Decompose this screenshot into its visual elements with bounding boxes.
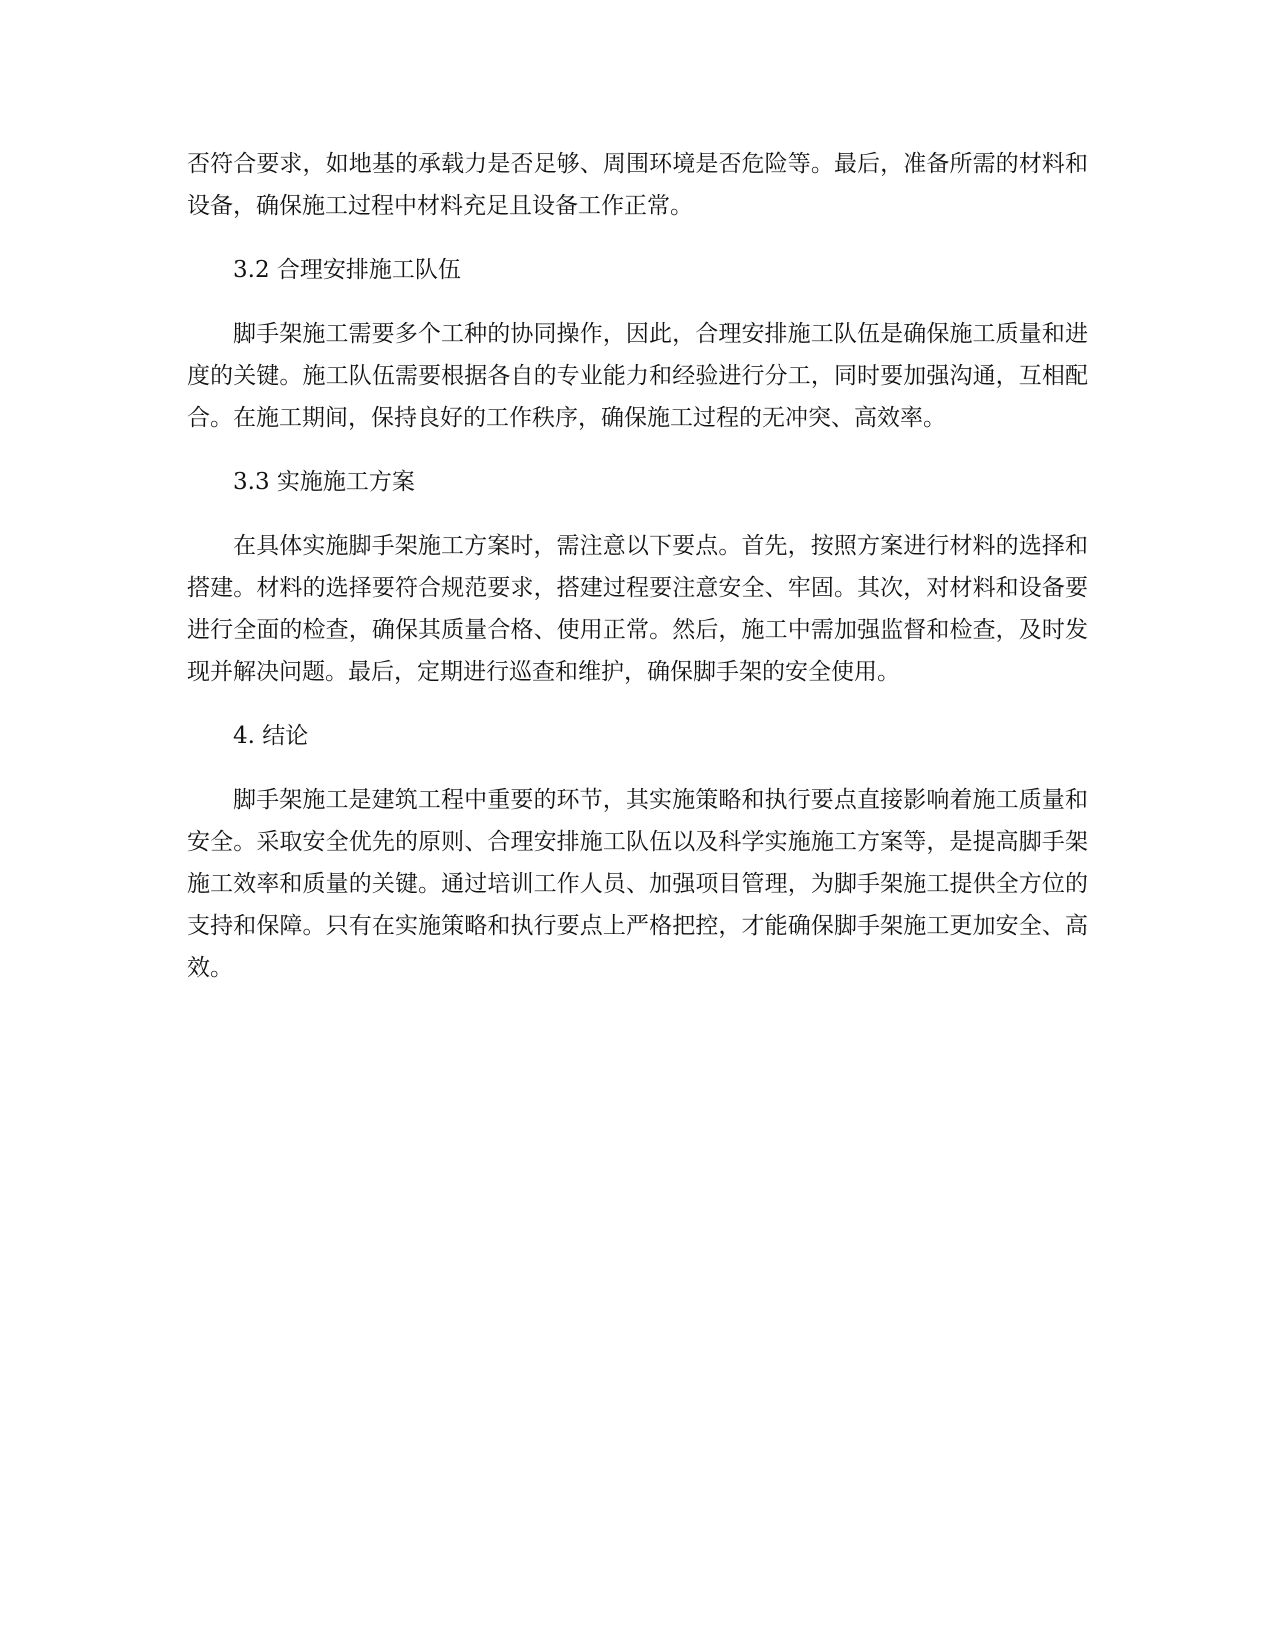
- paragraph-4: 脚手架施工是建筑工程中重要的环节，其实施策略和执行要点直接影响着施工质量和安全。采取安全优先的原则、合理安排施工队伍以及科学实施施工方案等，是提高脚手架施工效率和质量的关键。通过培训工作人员、加强项目管理，为脚手架施工提供全方位的支持和保障。只有在实施策略和执行要点上严格把控，才能确保脚手架施工更加安全、高效。: [187, 787, 1088, 981]
- section-heading-3-3: 3.3 实施施工方案: [233, 469, 415, 495]
- section-heading-3-2: 3.2 合理安排施工队伍: [233, 257, 461, 283]
- spacer: [187, 503, 1088, 525]
- spacer: [187, 757, 1088, 779]
- spacer: [187, 291, 1088, 313]
- paragraph-continued: 否符合要求，如地基的承载力是否足够、周围环境是否危险等。最后，准备所需的材料和设备，确保施工过程中材料充足且设备工作正常。: [187, 151, 1088, 219]
- spacer: [187, 439, 1088, 461]
- paragraph-3-2: 脚手架施工需要多个工种的协同操作，因此，合理安排施工队伍是确保施工质量和进度的关键。施工队伍需要根据各自的专业能力和经验进行分工，同时要加强沟通，互相配合。在施工期间，保持良好的工作秩序，确保施工过程的无冲突、高效率。: [187, 321, 1088, 431]
- paragraph-3-3: 在具体实施脚手架施工方案时，需注意以下要点。首先，按照方案进行材料的选择和搭建。材料的选择要符合规范要求，搭建过程要注意安全、牢固。其次，对材料和设备要进行全面的检查，确保其质量合格、使用正常。然后，施工中需加强监督和检查，及时发现并解决问题。最后，定期进行巡查和维护，确保脚手架的安全使用。: [187, 533, 1088, 685]
- document-page: [187, 143, 1088, 989]
- section-heading-4: 4. 结论: [233, 723, 309, 749]
- spacer: [187, 693, 1088, 715]
- spacer: [187, 227, 1088, 249]
